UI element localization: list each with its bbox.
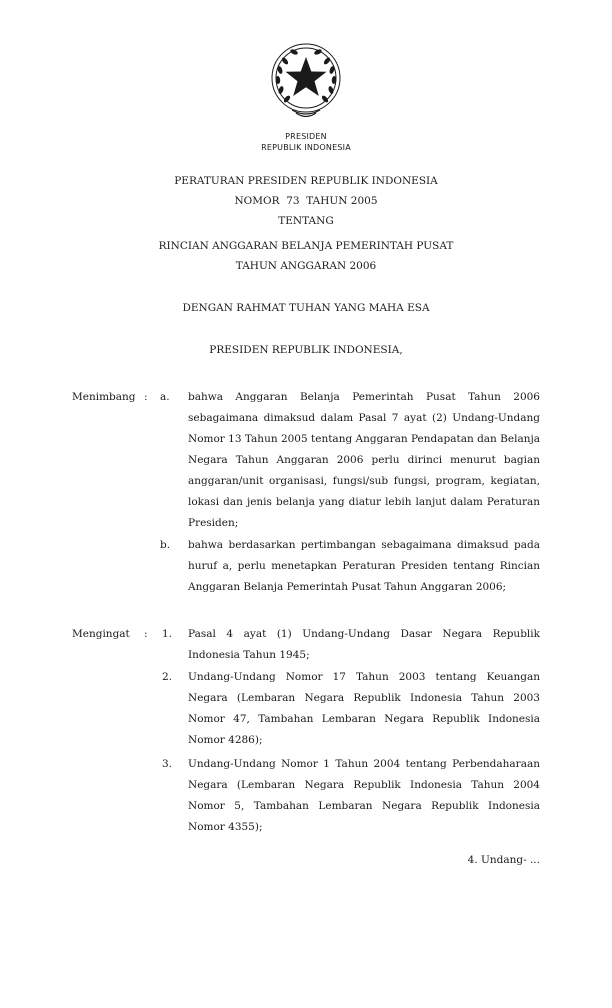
menimbang-marker-b: b. [160, 539, 171, 551]
page-continuation: 4. Undang- ... [467, 854, 540, 866]
issuer-line-1: PRESIDEN [285, 132, 327, 141]
mengingat-colon: : [144, 628, 148, 640]
regulation-title [0, 171, 612, 231]
title-line-3: TENTANG [278, 215, 334, 227]
menimbang-colon: : [144, 391, 148, 403]
menimbang-marker-a: a. [160, 391, 170, 403]
presidential-emblem-icon [268, 40, 344, 120]
menimbang-label: Menimbang [72, 391, 136, 403]
mengingat-marker-2: 2. [162, 671, 173, 683]
regulation-subject [0, 236, 612, 276]
mengingat-item-1: Pasal 4 ayat (1) Undang-Undang Dasar Negara Republik Indonesia Tahun 1945; [188, 628, 540, 661]
menimbang-item-a: bahwa Anggaran Belanja Pemerintah Pusat Tahun 2006 sebagaimana dimaksud dalam Pasal 7 ayat (2) Undang-Undang Nomor 13 Tahun 2005 tentang Anggaran Pendapatan dan Belanja Negara Tahun Anggaran 2006 perlu dirinci menurut bagian anggaran/unit organisasi, fungsi/sub fungsi, program, kegiatan, lokasi dan jenis belanja yang diatur lebih lanjut dalam Peraturan Presiden; [188, 391, 540, 529]
preamble-invocation: DENGAN RAHMAT TUHAN YANG MAHA ESA [182, 302, 430, 314]
title-line-2: NOMOR 73 TAHUN 2005 [234, 195, 378, 207]
mengingat-marker-1: 1. [162, 628, 173, 640]
mengingat-item-3: Undang-Undang Nomor 1 Tahun 2004 tentang Perbendaharaan Negara (Lembaran Negara Republik Indonesia Tahun 2004 Nomor 5, Tambahan Lembaran Negara Republik Indonesia Nomor 4355); [188, 758, 540, 833]
mengingat-item-2: Undang-Undang Nomor 17 Tahun 2003 tentang Keuangan Negara (Lembaran Negara Republik Indonesia Tahun 2003 Nomor 47, Tambahan Lembaran Negara Republik Indonesia Nomor 4286); [188, 671, 540, 746]
mengingat-marker-3: 3. [162, 758, 173, 770]
preamble-authority: PRESIDEN REPUBLIK INDONESIA, [209, 344, 403, 356]
title-line-4: RINCIAN ANGGARAN BELANJA PEMERINTAH PUSAT [158, 240, 454, 252]
menimbang-item-b: bahwa berdasarkan pertimbangan sebagaimana dimaksud pada huruf a, perlu menetapkan Peraturan Presiden tentang Rincian Anggaran Belanja Pemerintah Pusat Tahun Anggaran 2006; [188, 539, 540, 593]
title-line-1: PERATURAN PRESIDEN REPUBLIK INDONESIA [174, 175, 438, 187]
mengingat-label: Mengingat [72, 628, 130, 640]
title-line-5: TAHUN ANGGARAN 2006 [235, 260, 377, 272]
issuer-header [0, 131, 612, 153]
issuer-line-2: REPUBLIK INDONESIA [261, 143, 351, 152]
